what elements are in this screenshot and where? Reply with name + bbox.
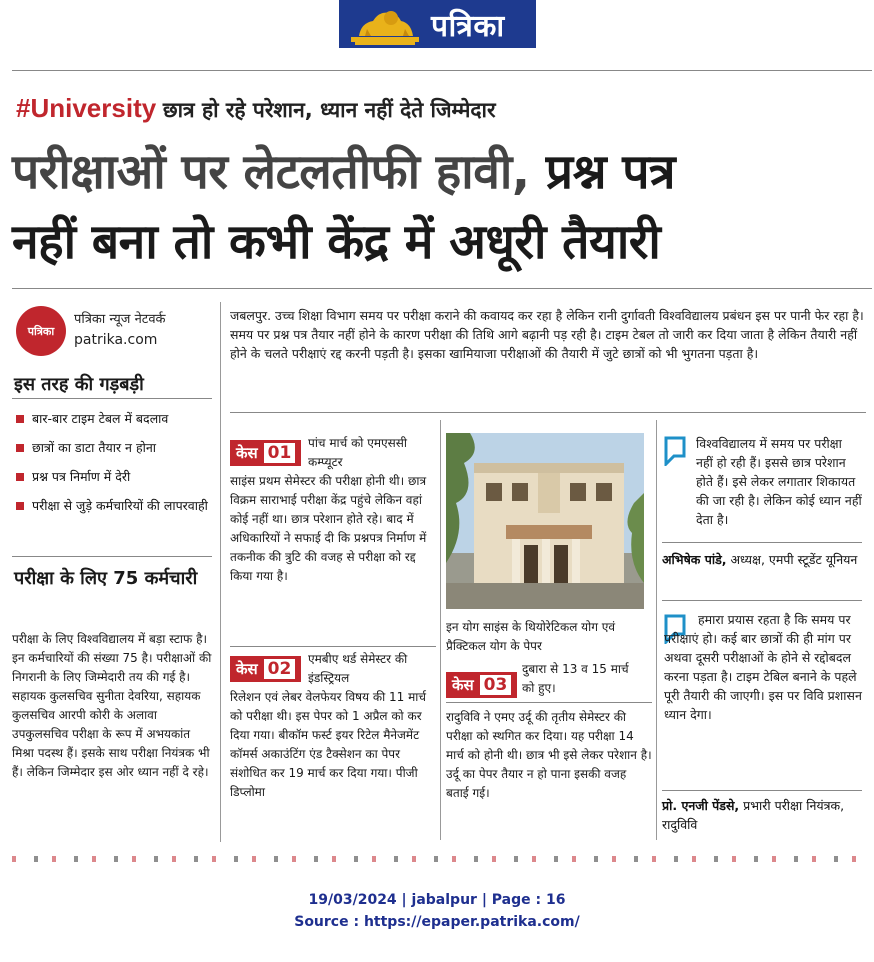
staff-rule [12, 556, 212, 557]
case1-text-top: पांच मार्च को एमएससी कम्प्यूटर [308, 436, 407, 469]
case1-rule [230, 646, 436, 647]
quote1-role: अध्यक्ष, एमपी स्टूडेंट यूनियन [726, 552, 858, 567]
headline-line-2: नहीं बना तो कभी केंद्र में अधूरी तैयारी [12, 214, 661, 270]
photo-caption: इन योग साइंस के थियोरेटिकल योग एवं प्रैक्टिकल योग के पेपर [446, 620, 616, 653]
headline-part-1: परीक्षाओं पर लेटलतीफी हावी, [12, 144, 530, 200]
kicker-text: छात्र हो रहे परेशान, ध्यान नहीं देते जिम्मेदार [162, 98, 496, 122]
byline-site: patrika.com [74, 332, 158, 348]
byline-network: पत्रिका न्यूज नेटवर्क [74, 312, 166, 327]
list-item: प्रश्न पत्र निर्माण में देरी [14, 468, 214, 486]
column-divider [656, 420, 657, 840]
case-number: 01 [264, 443, 296, 463]
university-building-photo [446, 433, 644, 609]
patrika-logo-icon: पत्रिका [16, 306, 66, 356]
headline-part-2: प्रश्न पत्र [529, 144, 675, 200]
footer-date-line: 19/03/2024 | jabalpur | Page : 16 [308, 892, 566, 908]
kicker-tag: #University [16, 93, 157, 123]
case1-text: साइंस प्रथम सेमेस्टर की परीक्षा होनी थी। छात्र विक्रम साराभाई परीक्षा केंद्र पहुंचे लेकिन वहां कोई नहीं था। छात्र परेशान होते रहे। बाद में अधिकारियों ने सफाई दी कि प्रश्नपत्र निर्माण में तकनीक की त्रुटि की वजह से परीक्षा को रद्द किया गया है। [230, 474, 427, 583]
case3-text-top: दुबारा से 13 व 15 मार्च को हुए। [522, 662, 629, 695]
quote-separator [662, 600, 862, 601]
case-label-text: केस [236, 660, 258, 678]
list-item: बार-बार टाइम टेबल में बदलाव [14, 410, 214, 428]
case-label-3 [446, 672, 517, 698]
list-item: छात्रों का डाटा तैयार न होना [14, 439, 214, 457]
staff-title: परीक्षा के लिए 75 कर्मचारी [14, 568, 198, 589]
case-label-1 [230, 440, 301, 466]
case3-rule [446, 702, 652, 703]
column-divider [220, 302, 221, 842]
lead-rule [230, 412, 866, 413]
list-item: परीक्षा से जुड़े कर्मचारियों की लापरवाही [14, 497, 214, 515]
quote2-name: प्रो. एनजी पेंडसे, [662, 798, 740, 813]
case-label-text: केस [452, 676, 474, 694]
case2-text-top: एमबीए थर्ड सेमेस्टर की इंडस्ट्रियल [308, 652, 408, 685]
building-image-icon [446, 433, 644, 609]
case3-text: रादुविवि ने एमए उर्दू की तृतीय सेमेस्टर की परीक्षा को स्थगित कर दिया। यह परीक्षा 14 मार्च को होनी थी। छात्र भी इसे लेकर परेशान है। उर्दू का पेपर तैयार न हो पाना इसकी वजह बताई गई। [446, 710, 652, 800]
quote1-name: अभिषेक पांडे, [662, 552, 727, 567]
top-rule [12, 70, 872, 71]
quote2-rule [662, 790, 862, 791]
quote1-attribution [662, 550, 862, 569]
case-number: 03 [480, 675, 512, 695]
clipped-text-edge [12, 856, 872, 862]
quote2-attribution [662, 796, 862, 834]
masthead-name: पत्रिका [431, 8, 505, 44]
headline-line-1 [12, 142, 868, 202]
quote-marker-icon [664, 436, 686, 466]
quote1-text: विश्वविद्यालय में समय पर परीक्षा नहीं हो रही हैं। इससे छात्र परेशान होते हैं। इसे लेकर लगातार शिकायत की जा रही है। लेकिन कोई ध्यान नहीं देता है। [696, 436, 862, 527]
case-label-text: केस [236, 444, 258, 462]
case-label-2 [230, 656, 301, 682]
byline [74, 310, 166, 350]
issues-list [14, 410, 214, 526]
issues-title: इस तरह की गड़बड़ी [14, 374, 144, 395]
masthead-logo [339, 0, 536, 48]
lion-emblem-icon [345, 1, 425, 47]
footer-source-line: Source : https://epaper.patrika.com/ [294, 914, 580, 930]
lead-paragraph: जबलपुर. उच्च शिक्षा विभाग समय पर परीक्षा कराने की कवायद कर रहा है लेकिन रानी दुर्गावती विश्वविद्यालय प्रबंधन इस पर पानी फेर रहा है। समय पर प्रश्न पत्र तैयार नहीं होने के कारण परीक्षा की तिथि आगे बढ़ानी पड़ रही है। टाइम टेबल तो जारी कर दिया जाता है लेकिन तैयारी नहीं होने के चलते परीक्षाएं रद्द करनी पड़ती है। इसका खामियाजा परीक्षाओं की तैयारी में जुटे छात्रों को भी भुगतना पड़ता है। [230, 308, 864, 361]
column-divider [440, 420, 441, 840]
case2-text: रिलेशन एवं लेबर वेलफेयर विषय की 11 मार्च को परीक्षा थी। इस पेपर को 1 अप्रैल को कर दिया गया। बीकॉम फर्स्ट इयर रिटेल मैनेजमेंट कॉमर्स अकाउंटिंग एंड टैक्सेशन का पेपर संशोधित कर 19 मार्च कर दिया गया। पीजी डिप्लोमा [230, 690, 426, 799]
issues-rule [12, 398, 212, 399]
quote1-rule [662, 542, 862, 543]
quote2-role: प्रभारी परीक्षा नियंत्रक, रादुविवि [662, 798, 845, 832]
staff-paragraph: परीक्षा के लिए विश्वविद्यालय में बड़ा स्टाफ है। इन कर्मचारियों की संख्या 75 है। परीक्षाओं की निगरानी के लिए जिम्मेदारी तय की गई है। सहायक कुलसचिव सुनीता देवरिया, सहायक कुलसचिव आरपी कोरी के अलावा उपकुलसचिव परीक्षा के रूप में अभयकांत मिश्रा पदस्थ हैं। इसके साथ परीक्षा नियंत्रक भी हैं। लेकिन जिम्मेदार इस ओर ध्यान नहीं दे रहे। [12, 632, 212, 779]
headline-rule [12, 288, 872, 289]
quote2-text: हमारा प्रयास रहता है कि समय पर परीक्षाएं हो। कई बार छात्रों की ही मांग पर अथवा दूसरी परीक्षाओं के होने से रद्दोबदल करना पड़ता है। टाइम टेबिल बनाने के पहले पूरी तैयारी की जाएगी। इस पर विवि प्रशासन ध्यान देगा। [664, 612, 862, 722]
case-number: 02 [264, 659, 296, 679]
kicker [16, 93, 856, 125]
